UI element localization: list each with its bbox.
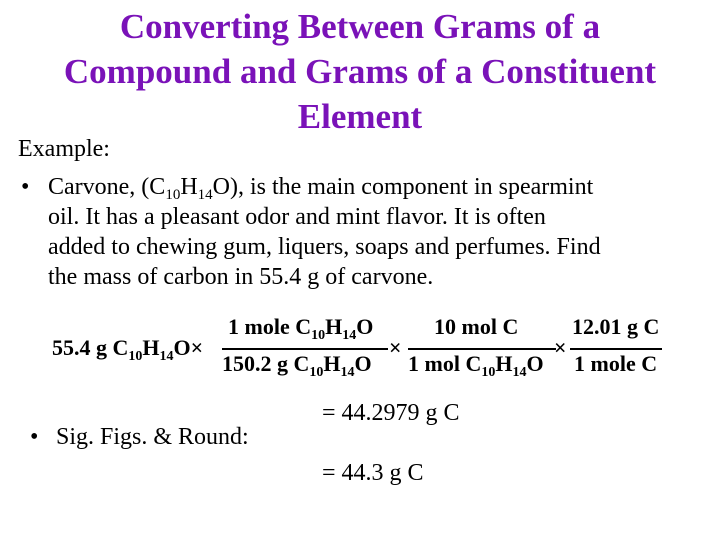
eq-f2-den-o: O <box>526 351 544 376</box>
formula-sub-h: 14 <box>197 187 213 203</box>
eq-f2-den-sub2: 14 <box>512 365 527 380</box>
eq-start-text: 55.4 g C <box>52 335 129 360</box>
eq-f2-den-sub1: 10 <box>481 365 496 380</box>
problem-line-4: the mass of carbon in 55.4 g of carvone. <box>48 264 434 290</box>
formula-h: H <box>180 174 198 200</box>
eq-times-3: × <box>554 335 567 360</box>
eq-f1-numerator <box>228 314 374 343</box>
answer-raw: = 44.2979 g C <box>322 400 460 426</box>
eq-f1-den-sub1: 10 <box>309 365 324 380</box>
sig-figs-label: Sig. Figs. & Round: <box>56 424 249 450</box>
eq-start-h: H <box>142 335 160 360</box>
problem-text <box>48 172 708 292</box>
eq-f1-bar <box>222 348 388 350</box>
answer-rounded: = 44.3 g C <box>322 460 424 486</box>
eq-f1-den-text: 150.2 g C <box>222 351 310 376</box>
eq-f1-num-sub1: 10 <box>311 328 326 343</box>
eq-f1-num-h: H <box>325 314 343 339</box>
eq-f1-num-sub2: 14 <box>342 328 357 343</box>
eq-f1-denominator <box>222 351 372 380</box>
eq-f1-num-o: O <box>356 314 374 339</box>
title-line-3: Element <box>297 97 423 136</box>
problem-intro: Carvone, (C <box>48 174 166 200</box>
title-line-1: Converting Between Grams of a <box>119 7 601 46</box>
eq-f2-den-h: H <box>495 351 513 376</box>
eq-times-1: × <box>190 335 204 360</box>
eq-f2-denominator <box>408 351 544 380</box>
eq-start-o: O <box>173 335 191 360</box>
eq-start-quantity <box>52 335 204 364</box>
eq-f1-den-h: H <box>323 351 341 376</box>
problem-bullet <box>18 172 708 292</box>
title-line-2: Compound and Grams of a Constituent <box>63 52 657 91</box>
bullet-marker: • <box>21 174 30 200</box>
slide-title <box>0 4 720 139</box>
eq-f3-denominator: 1 mole C <box>574 351 658 376</box>
sig-figs-bullet <box>30 422 249 452</box>
example-label: Example: <box>18 136 110 162</box>
problem-line-1 <box>48 172 708 202</box>
problem-line-2: oil. It has a pleasant odor and mint flavor. It is often <box>48 204 546 230</box>
eq-f3-numerator: 12.01 g C <box>572 314 660 339</box>
problem-line-1-rest: O), is the main component in spearmint <box>212 174 594 200</box>
eq-f2-den-text: 1 mol C <box>408 351 482 376</box>
formula-sub-c: 10 <box>165 187 181 203</box>
eq-f2-bar <box>408 348 556 350</box>
eq-start-sub2: 14 <box>159 349 174 364</box>
eq-f1-num-text: 1 mole C <box>228 314 312 339</box>
eq-f2-numerator: 10 mol C <box>434 314 519 339</box>
eq-f3-bar <box>570 348 662 350</box>
eq-start-sub1: 10 <box>128 349 143 364</box>
sig-figs-marker: • <box>30 424 39 450</box>
eq-times-2: × <box>389 335 402 360</box>
eq-f1-den-sub2: 14 <box>340 365 355 380</box>
eq-f1-den-o: O <box>354 351 372 376</box>
problem-line-3: added to chewing gum, liquers, soaps and perfumes. Find <box>48 234 601 260</box>
